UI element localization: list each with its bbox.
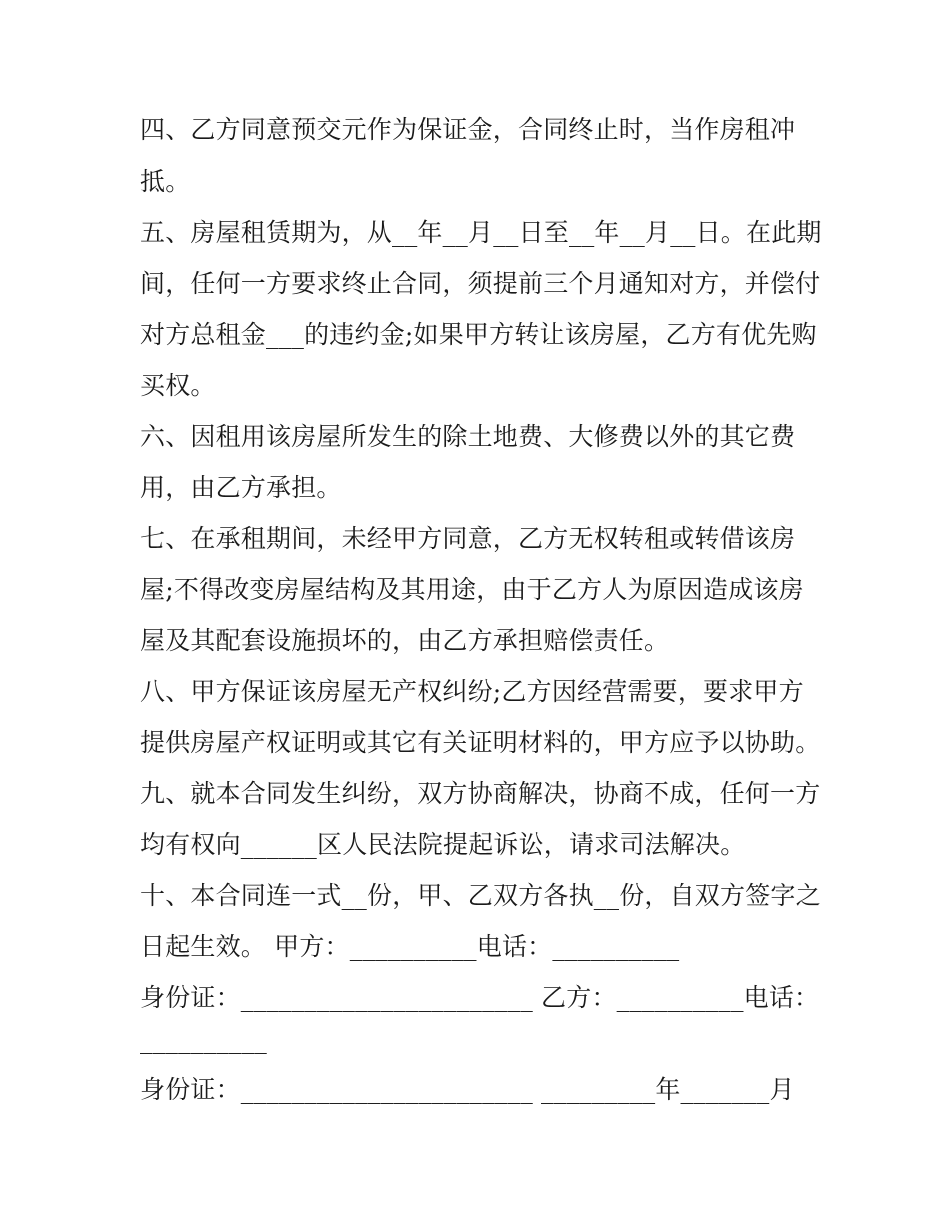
clause-7-line-1: 七、在承租期间，未经甲方同意，乙方无权转租或转借该房 xyxy=(140,524,796,553)
clause-6-line-1: 六、因租用该房屋所发生的除土地费、大修费以外的其它费 xyxy=(140,422,796,451)
clause-5-line-4: 买权。 xyxy=(140,371,216,400)
clause-5-line-2: 间，任何一方要求终止合同，须提前三个月通知对方，并偿付 xyxy=(140,269,821,298)
clause-7-line-2: 屋;不得改变房屋结构及其用途，由于乙方人为原因造成该房 xyxy=(140,575,804,604)
clause-9-line-2: 均有权向______区人民法院提起诉讼，请求司法解决。 xyxy=(140,830,746,859)
clause-4-line-1: 四、乙方同意预交元作为保证金，合同终止时，当作房租冲 xyxy=(140,115,796,144)
clause-6-line-2: 用，由乙方承担。 xyxy=(140,473,342,502)
clause-8-line-1: 八、甲方保证该房屋无产权纠纷;乙方因经营需要，要求甲方 xyxy=(140,677,804,706)
clause-5-line-1: 五、房屋租赁期为，从__年__月__日至__年__月__日。在此期 xyxy=(140,218,822,247)
clause-9-line-1: 九、就本合同发生纠纷，双方协商解决，协商不成，任何一方 xyxy=(140,779,821,808)
clause-4-line-2: 抵。 xyxy=(140,167,191,196)
clause-10-line-1: 十、本合同连一式__份，甲、乙双方各执__份，自双方签字之 xyxy=(140,881,821,910)
signature-id-party-b-line: 身份证：_______________________ 乙方：__________电话： xyxy=(140,983,820,1012)
clause-8-line-2: 提供房屋产权证明或其它有关证明材料的，甲方应予以协助。 xyxy=(140,728,821,757)
signature-phone-blank-line: __________ xyxy=(140,1025,267,1054)
clause-5-line-3: 对方总租金___的违约金;如果甲方转让该房屋，乙方有优先购 xyxy=(140,320,817,349)
clause-7-line-3: 屋及其配套设施损坏的，由乙方承担赔偿责任。 xyxy=(140,626,670,655)
signature-party-a-line: 日起生效。 甲方：__________电话：__________ xyxy=(140,932,680,961)
signature-id-date-line: 身份证：_______________________ _________年_______月 xyxy=(140,1075,795,1104)
